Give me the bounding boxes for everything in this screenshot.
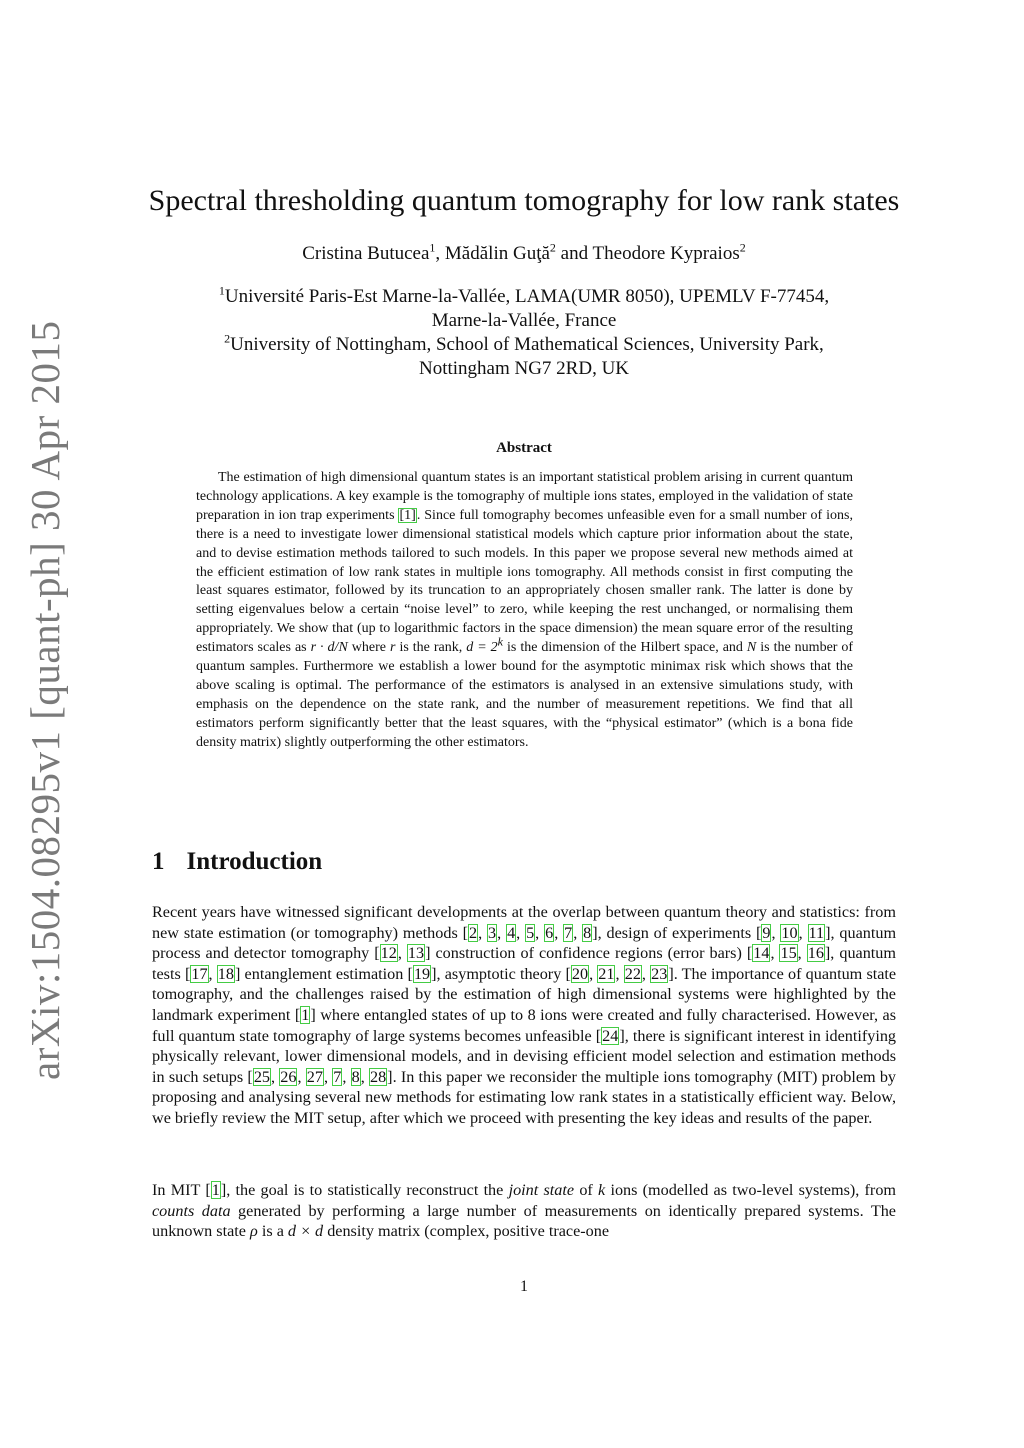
citation-link[interactable]: 5 xyxy=(526,923,535,942)
affiliation-2-continued: Nottingham NG7 2RD, UK xyxy=(418,358,630,379)
affiliation-marker: 2 xyxy=(224,331,231,346)
citation-link[interactable]: 11 xyxy=(808,923,825,942)
citation-link[interactable]: 10 xyxy=(781,923,798,942)
math-variable: r xyxy=(389,640,396,656)
citation-group: 14, 15, 16 xyxy=(753,944,824,963)
citation-link[interactable]: 22 xyxy=(624,964,641,983)
citation-link[interactable]: 15 xyxy=(780,944,797,963)
abstract-text: is the rank, xyxy=(399,640,463,656)
citation-link[interactable]: 13 xyxy=(407,944,425,963)
citation-group xyxy=(601,1027,619,1045)
paper-title: Spectral thresholding quantum tomography for low rank states xyxy=(148,184,900,217)
citation-group: 25, 26, 27, 7, 8, 28 xyxy=(253,1067,387,1086)
citation-link[interactable]: 23 xyxy=(651,964,668,983)
body-text: construction of confidence regions (error bars) xyxy=(435,944,742,963)
citation-link[interactable]: 16 xyxy=(807,944,824,963)
citation-group xyxy=(211,1181,221,1199)
citation-link[interactable]: 26 xyxy=(280,1067,297,1086)
body-text: , quantum process and detector tomography xyxy=(152,923,897,963)
abstract-body xyxy=(196,469,853,753)
body-text: , design of experiments xyxy=(597,923,752,942)
body-text: . In this paper we reconsider the multiple ions tomography (MIT) problem by proposing and analysing several new methods for estimating low rank states in a statistically efficient way. Below, we briefly review the MIT setup, after which we proceed with presenting the key ideas and results of the paper. xyxy=(152,1067,897,1127)
math-exponent: k xyxy=(497,634,503,649)
citation-link[interactable]: 9 xyxy=(762,923,771,942)
body-text: , quantum tests xyxy=(152,944,896,983)
citation-link[interactable]: 8 xyxy=(351,1067,360,1086)
abstract-text: where xyxy=(351,640,386,656)
citation-link[interactable]: 25 xyxy=(253,1067,271,1086)
body-text: In MIT xyxy=(152,1181,201,1199)
citation-link[interactable]: 12 xyxy=(380,944,397,963)
affiliation-2 xyxy=(0,331,1024,356)
affiliation-1-continued: Marne-la-Vallée, France xyxy=(431,310,617,331)
body-text: , the goal is to statistically reconstruct the xyxy=(226,1181,504,1199)
citation-group: 9, 10, 11 xyxy=(762,923,825,942)
body-text: Recent years have witnessed significant developments at the overlap between quantum theory and statistics: from new state estimation (or tomography) methods xyxy=(152,903,896,942)
section-heading xyxy=(152,848,322,876)
citation-link[interactable]: 18 xyxy=(217,964,234,983)
body-text: ions (modelled as two-level systems), from xyxy=(610,1181,897,1199)
arxiv-identifier-stamp: arXiv:1504.08295v1 [quant-ph] 30 Apr 2015 xyxy=(22,320,68,1080)
emphasis-text: joint state xyxy=(508,1181,575,1199)
affiliation-marker: 2 xyxy=(739,240,746,255)
citation-link[interactable]: 1 xyxy=(211,1181,220,1199)
body-text: entanglement estimation xyxy=(244,964,404,983)
section-number: 1 xyxy=(152,848,165,875)
citation-link[interactable]: 8 xyxy=(583,923,592,942)
citation-link[interactable]: 1 xyxy=(301,1005,310,1024)
section-title: Introduction xyxy=(186,848,323,875)
citation-link[interactable]: 6 xyxy=(545,923,554,942)
math-variable: ρ xyxy=(250,1222,258,1241)
citation-link[interactable]: 3 xyxy=(488,923,497,942)
citation-link[interactable]: 17 xyxy=(191,964,208,983)
math-expression: d × d xyxy=(287,1222,324,1241)
body-text: , there is significant interest in identifying physically relevant, lower dimensional models, and in devising efficient model selection and estimation methods in such setups xyxy=(152,1026,897,1086)
abstract-heading: Abstract xyxy=(496,440,552,456)
emphasis-text: counts data xyxy=(152,1201,231,1220)
math-expression: d = 2 xyxy=(466,640,498,656)
author-name: Cristina Butucea xyxy=(302,243,430,264)
body-text: generated by performing a large number of measurements on identically prepared systems. The unknown state xyxy=(152,1201,896,1241)
affiliation-marker: 2 xyxy=(549,240,556,255)
citation-link[interactable]: 27 xyxy=(306,1067,323,1086)
abstract-text: The estimation of high dimensional quantum states is an important statistical problem arising in current quantum technology applications. A key example is the tomography of multiple ions states, employed in the validation of state preparation in ion trap experiments xyxy=(196,470,853,523)
citation-link[interactable]: [1] xyxy=(399,507,416,523)
citation-group: 12, 13 xyxy=(380,944,425,963)
citation-link[interactable]: 2 xyxy=(469,923,478,942)
abstract-text: . Since full tomography becomes unfeasible even for a small number of ions, there is a need to investigate lower dimensional statistical models which capture prior information about the state, and to devise estimation methods tailored to such models. In this paper we propose several new methods aimed at the efficient estimation of low rank states in multiple ions tomography. All methods consist in first computing the least squares estimator, followed by its truncation to an appropriately chosen smaller rank. The latter is done by setting eigenvalues below a certain “noise level” to zero, while keeping the rest unchanged, or normalising them appropriately. We show that (up to logarithmic factors in the space dimension) the mean square error of the resulting estimators scales as xyxy=(196,507,853,656)
citation-link[interactable]: 28 xyxy=(369,1067,387,1086)
math-variable: k xyxy=(598,1181,606,1199)
body-text: density matrix (complex, positive trace-one xyxy=(327,1222,610,1241)
citation-group: 17, 18 xyxy=(191,964,234,983)
body-text: where entangled states of up to 8 ions were created and fully characterised. However, as full quantum state tomography of large systems becomes unfeasible xyxy=(152,1005,896,1045)
author-name: Theodore Kypraios xyxy=(592,243,740,264)
intro-paragraph-2: In MIT [1], the goal is to statistically reconstruct the joint state of k ions (modelled as two-level systems), from counts data generated by performing a large number of measurements on identically prepared systems. The unknown state ρ is a d × d density matrix (complex, positive trace-one xyxy=(152,1181,897,1241)
abstract-text: is the dimension of the Hilbert space, and xyxy=(507,640,743,656)
citation-link[interactable]: 24 xyxy=(602,1026,619,1045)
affiliation-text: Université Paris-Est Marne-la-Vallée, LAMA(UMR 8050), UPEMLV F-77454, xyxy=(224,286,830,307)
citation-link[interactable]: 19 xyxy=(413,964,431,983)
affiliation-1 xyxy=(0,283,1024,308)
math-variable: N xyxy=(746,640,757,656)
author-list: Cristina Butucea$^1$, Mădălin Guţă$^2$ and Theodore Kypraios$^2$ xyxy=(302,240,746,264)
page-number: 1 xyxy=(520,1278,528,1295)
body-text: . The importance of quantum state tomography, and the challenges raised by the estimation of high dimensional systems were highlighted by the landmark experiment xyxy=(152,964,897,1024)
citation-group xyxy=(300,1006,310,1024)
math-expression: r · d/N xyxy=(310,640,348,656)
affiliation-text: University of Nottingham, School of Mathematical Sciences, University Park, xyxy=(230,334,824,355)
citation-link[interactable]: 4 xyxy=(507,923,516,942)
author-conjunction: and xyxy=(560,243,589,264)
body-text: is a xyxy=(261,1222,284,1241)
abstract-text: is the number of quantum samples. Furthermore we establish a lower bound for the asymptotic minimax risk which shows that the above scaling is optimal. The performance of the estimators is analysed in an extensive simulations study, with emphasis on the dependence on the state rank, and the number of measurement repetitions. We find that all estimators perform significantly better that the least squares, with the “physical estimator” (which is a bona fide density matrix) slightly outperforming the other estimators. xyxy=(196,640,854,750)
intro-paragraph-1: Recent years have witnessed significant developments at the overlap between quantum theory and statistics: from new state estimation (or tomography) methods [2, 3, 4, 5, 6, 7, 8], design of experiments [9, 10, 11], quantum process and detector tomography [12, 13] construction of confidence regions (error bars) [14, 15, 16], quantum tests [17, 18] entanglement estimation [19], asymptotic theory [20, 21, 22, 23]. The importance of quantum state tomography, and the challenges raised by the estimation of high dimensional systems were highlighted by the landmark experiment [1] where entangled states of up to 8 ions were created and fully characterised. However, as full quantum state tomography of large systems becomes unfeasible [24], there is significant interest in identifying physically relevant, lower dimensional models, and in devising efficient model selection and estimation methods in such setups [25, 26, 27, 7, 8, 28]. In this paper we reconsider the multiple ions tomography (MIT) problem by proposing and analysing several new methods for estimating low rank states in a statistically efficient way. Below, we briefly review the MIT setup, after which we proceed with presenting the key ideas and results of the paper. xyxy=(152,903,897,1127)
affiliation-marker: 1 xyxy=(218,283,225,298)
author-name: Mădălin Guţă xyxy=(444,243,550,264)
citation-link[interactable]: 20 xyxy=(571,964,589,983)
citation-link[interactable]: 14 xyxy=(753,944,770,963)
citation-group: 20, 21, 22, 23 xyxy=(571,964,668,983)
citation-link[interactable]: 21 xyxy=(598,964,615,983)
citation-link[interactable]: 7 xyxy=(333,1067,342,1086)
body-text: of xyxy=(579,1181,593,1199)
affiliation-marker: 1 xyxy=(429,240,436,255)
citation-group xyxy=(413,965,431,983)
citation-group: 2, 3, 4, 5, 6, 7, 8 xyxy=(469,923,592,942)
citation-link[interactable]: 7 xyxy=(564,923,573,942)
body-text: , asymptotic theory xyxy=(436,964,562,983)
